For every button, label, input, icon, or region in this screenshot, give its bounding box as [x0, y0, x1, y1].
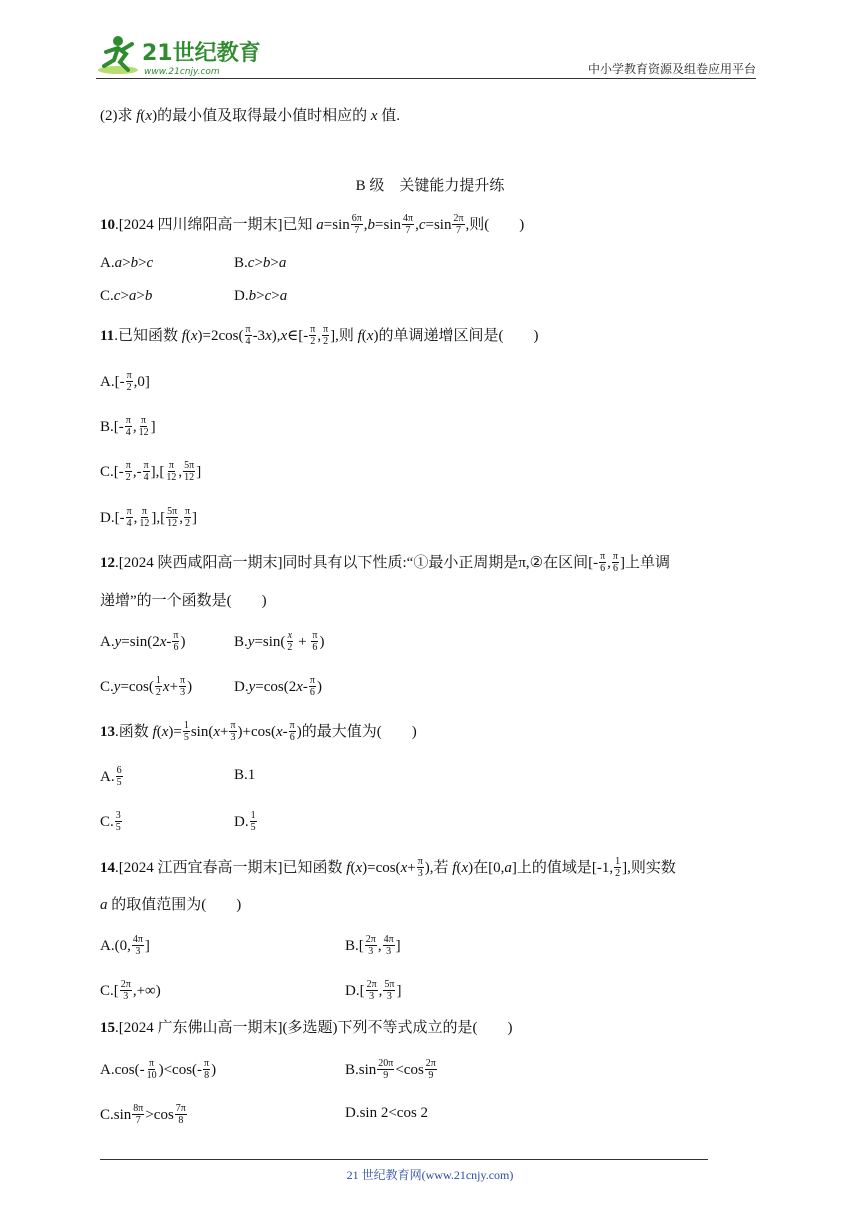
- platform-name: 中小学教育资源及组卷应用平台: [587, 62, 756, 76]
- option-10b[interactable]: B.c>b>a: [234, 255, 287, 271]
- logo-icon: [96, 32, 266, 78]
- option-15b[interactable]: B.sin $\frac{20\pi}{9}$ <cos $\frac{2\pi}{9}$: [345, 1058, 436, 1081]
- option-10d[interactable]: D.b>c>a: [234, 288, 288, 304]
- option-14c[interactable]: C.[ $\frac{2\pi}{3}$ ,+∞): [100, 979, 161, 1002]
- svg-text:21世纪教育: 21世纪教育: [142, 41, 261, 66]
- option-15d[interactable]: D.sin 2<cos 2: [345, 1105, 429, 1121]
- question-12-stem-line2: 递增”的一个函数是( ): [100, 593, 267, 609]
- page-header: [96, 30, 756, 80]
- option-15c[interactable]: C.sin $\frac{8\pi}{7}$ >cos $\frac{7\pi}{8}$: [100, 1103, 186, 1126]
- option-14d[interactable]: D.[ $\frac{2\pi}{3}$ , $\frac{5\pi}{3}$ ]: [345, 979, 402, 1002]
- option-12a[interactable]: A.y=sin(2x- $\frac{\pi}{6}$ ): [100, 630, 186, 653]
- question-11-stem: 11.已知函数 f(x)=2cos( $\frac{\pi}{4}$ -3x),x∈[- $\frac{\pi}{2}$ , $\frac{\pi}{2}$ ],则 f(x)的单调递增区间是( ): [100, 324, 539, 347]
- option-12d[interactable]: D.y=cos(2x- $\frac{\pi}{6}$ ): [234, 675, 322, 698]
- section-title: B 级 关键能力提升练: [355, 178, 505, 194]
- question-14-stem-line2: a 的取值范围为( ): [100, 897, 242, 913]
- header-divider: [96, 78, 756, 79]
- option-11a[interactable]: A.[- $\frac{\pi}{2}$ ,0]: [100, 370, 150, 393]
- option-13d[interactable]: D. $\frac{1}{5}$: [234, 810, 256, 833]
- option-10c[interactable]: C.c>a>b: [100, 288, 153, 304]
- question-12-stem: 12.[2024 陕西咸阳高一期末]同时具有以下性质:“①最小正周期是π,②在区间[- $\frac{\pi}{6}$ , $\frac{\pi}{6}$ ]上单调: [100, 551, 670, 574]
- option-10a[interactable]: A.a>b>c: [100, 255, 154, 271]
- question-14-stem: 14.[2024 江西宜春高一期末]已知函数 f(x)=cos(x+ $\frac{\pi}{3}$ ),若 f(x)在[0,a]上的值域是[-1, $\frac{1}{2}$ ],则实数: [100, 856, 676, 879]
- question-13-stem: 13.函数 f(x)= $\frac{1}{5}$ sin(x+ $\frac{\pi}{3}$ )+cos(x- $\frac{\pi}{6}$ )的最大值为( ): [100, 720, 417, 743]
- option-14a[interactable]: A.(0, $\frac{4\pi}{3}$ ]: [100, 934, 150, 957]
- footer-divider: [100, 1159, 708, 1160]
- option-12c[interactable]: C.y=cos( $\frac{1}{2}$ x+ $\frac{\pi}{3}$ ): [100, 675, 193, 698]
- question-10-stem: 10.[2024 四川绵阳高一期末]已知 a=sin $\frac{6\pi}{7}$ ,b=sin $\frac{4\pi}{7}$ ,c=sin $\frac{2\pi}{7}$ ,则( ): [100, 213, 525, 236]
- option-14b[interactable]: B.[ $\frac{2\pi}{3}$ , $\frac{4\pi}{3}$ ]: [345, 934, 401, 957]
- option-13a[interactable]: A. $\frac{6}{5}$: [100, 765, 122, 788]
- question-9-part-2: (2)求 f(x)的最小值及取得最小值时相应的 x 值.: [100, 108, 401, 124]
- option-11c[interactable]: C.[- $\frac{\pi}{2}$ ,- $\frac{\pi}{4}$ ],[ $\frac{\pi}{12}$ , $\frac{5\pi}{12}$ ]: [100, 460, 202, 483]
- option-11d[interactable]: D.[- $\frac{\pi}{4}$ , $\frac{\pi}{12}$ ],[ $\frac{5\pi}{12}$ , $\frac{\pi}{2}$ ]: [100, 506, 198, 529]
- option-15a[interactable]: A.cos(- $\frac{\pi}{10}$ )<cos(- $\frac{\pi}{8}$ ): [100, 1058, 217, 1081]
- question-15-stem: 15.[2024 广东佛山高一期末](多选题)下列不等式成立的是( ): [100, 1020, 513, 1036]
- footer-link[interactable]: 21 世纪教育网(www.21cnjy.com): [346, 1168, 514, 1182]
- svg-text:www.21cnjy.com: www.21cnjy.com: [144, 67, 220, 77]
- option-13b[interactable]: B.1: [234, 767, 256, 783]
- option-12b[interactable]: B.y=sin( $\frac{x}{2}$ + $\frac{\pi}{6}$ ): [234, 630, 325, 653]
- option-13c[interactable]: C. $\frac{3}{5}$: [100, 810, 121, 833]
- option-11b[interactable]: B.[- $\frac{\pi}{4}$ , $\frac{\pi}{12}$ ]: [100, 415, 156, 438]
